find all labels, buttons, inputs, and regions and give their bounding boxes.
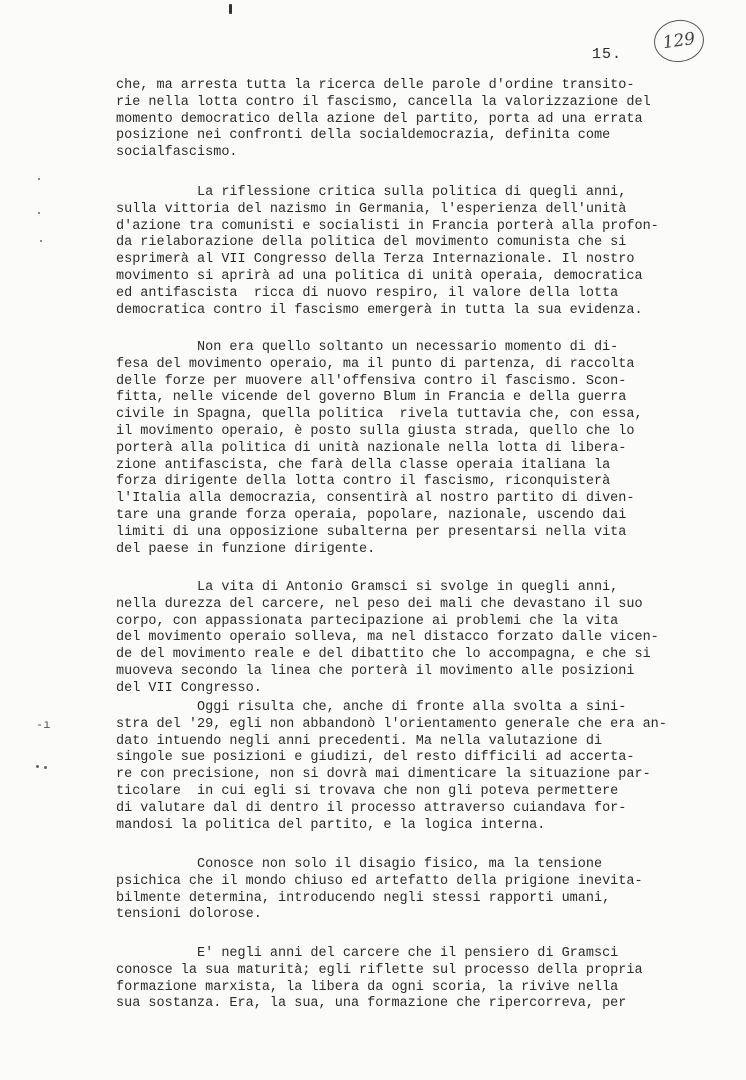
top-ink-mark (229, 4, 232, 14)
page-number: 15. (592, 46, 623, 63)
text-line: porterà alla politica di unità nazionale nella lotta di libera- (116, 440, 627, 456)
text-line: conosce la sua maturità; egli riflette sul processo della propria (116, 962, 643, 978)
text-line: il movimento operaio, è posto sulla giusta strada, quello che lo (116, 423, 635, 439)
text-line: d'azione tra comunisti e socialisti in Francia porterà alla profon- (116, 218, 659, 234)
text-line: Conosce non solo il disagio fisico, ma la tensione (116, 857, 603, 872)
text-line: fesa del movimento operaio, ma il punto di partenza, di raccolta (116, 356, 635, 372)
text-line: La vita di Antonio Gramsci si svolge in quegli anni, (116, 580, 619, 595)
paragraph-2 (116, 185, 702, 319)
text-line: fitta, nelle vicende del governo Blum in Francia e della guerra (116, 390, 627, 406)
margin-dot (44, 766, 47, 769)
paragraph-4 (116, 580, 702, 698)
margin-dot (36, 765, 39, 768)
paragraph-6 (116, 857, 702, 924)
text-line: mandosi la politica del partito, e la logica interna. (116, 817, 546, 833)
text-line: tare una grande forza operaia, popolare, nazionale, uscendo dai (116, 507, 627, 523)
text-line: sulla vittoria del nazismo in Germania, l'esperienza dell'unità (116, 201, 627, 217)
text-line: stra del '29, egli non abbandonò l'orientamento generale che era an- (116, 716, 667, 732)
text-line: momento democratico della azione del partito, porta ad una errata (116, 111, 643, 127)
text-line: singole sue posizioni e giudizi, del resto difficili ad accerta- (116, 750, 635, 766)
text-line: corpo, con appassionata partecipazione ai problemi che la vita (116, 613, 619, 629)
text-line: da rielaborazione della politica del movimento comunista che si (116, 235, 627, 251)
text-line: La riflessione critica sulla politica di quegli anni, (116, 185, 627, 200)
text-line: Oggi risulta che, anche di fronte alla svolta a sini- (116, 700, 627, 715)
margin-dot (38, 212, 40, 214)
text-line: rie nella lotta contro il fascismo, cancella la valorizzazione del (116, 94, 651, 110)
text-line: ticolare in cui egli si trovava che non gli poteva permettere (116, 783, 619, 799)
text-line: muoveva secondo la linea che porterà il movimento alle posizioni (116, 663, 635, 679)
text-line: ed antifascista ricca di nuovo respiro, il valore della lotta (116, 285, 619, 301)
text-line: esprimerà al VII Congresso della Terza Internazionale. Il nostro (116, 252, 635, 268)
text-line: delle forze per muovere all'offensiva contro il fascismo. Scon- (116, 373, 627, 389)
margin-dot (40, 240, 42, 242)
text-line: bilmente determina, introducendo negli stessi rapporti umani, (116, 890, 611, 906)
text-line: posizione nei confronti della socialdemocrazia, definita come (116, 128, 611, 144)
text-line: del paese in funzione dirigente. (116, 541, 376, 557)
text-line: de del movimento reale e del dibattito che lo accompagna, e che si (116, 647, 651, 663)
text-line: del VII Congresso. (116, 680, 262, 696)
text-line: del movimento operaio solleva, ma nel distacco forzato dalle vicen- (116, 630, 659, 646)
text-line: Non era quello soltanto un necessario momento di di- (116, 340, 619, 355)
text-line: limiti di una opposizione subalterna per presentarsi nella vita (116, 524, 627, 540)
text-line: che, ma arresta tutta la ricerca delle parole d'ordine transito- (116, 78, 635, 93)
text-line: formazione marxista, la libera da ogni scoria, la rivive nella (116, 979, 619, 995)
margin-dot (38, 178, 40, 180)
paragraph-5 (116, 700, 702, 834)
paragraph-7 (116, 946, 702, 1013)
text-line: socialfascismo. (116, 145, 238, 161)
folio-annotation: 129 (651, 17, 706, 66)
text-line: l'Italia alla democrazia, consentirà al nostro partito di diven- (116, 491, 635, 507)
text-line: civile in Spagna, quella politica rivela tuttavia che, con essa, (116, 407, 643, 423)
text-line: E' negli anni del carcere che il pensiero di Gramsci (116, 946, 619, 961)
text-line: re con precisione, non si dovrà mai dimenticare la situazione par- (116, 767, 651, 783)
text-line: di valutare dal di dentro il processo attraverso cuiandava for- (116, 800, 627, 816)
margin-tick-mark: -ı (36, 718, 51, 732)
text-line: forza dirigente della lotta contro il fascismo, riconquisterà (116, 474, 611, 490)
text-line: democratica contro il fascismo emergerà in tutta la sua evidenza. (116, 302, 643, 318)
text-line: nella durezza del carcere, nel peso dei mali che devastano il suo (116, 596, 643, 612)
text-line: zione antifascista, che farà della classe operaia italiana la (116, 457, 611, 473)
text-line: tensioni dolorose. (116, 907, 262, 923)
text-line: dato intuendo negli anni precedenti. Ma nella valutazione di (116, 733, 603, 749)
paragraph-1 (116, 78, 702, 162)
text-line: sua sostanza. Era, la sua, una formazione che ripercorreva, per (116, 996, 627, 1012)
text-line: movimento si aprirà ad una politica di unità operaia, democratica (116, 268, 643, 284)
text-line: psichica che il mondo chiuso ed artefatto della prigione inevita- (116, 873, 643, 889)
paragraph-3 (116, 340, 702, 558)
